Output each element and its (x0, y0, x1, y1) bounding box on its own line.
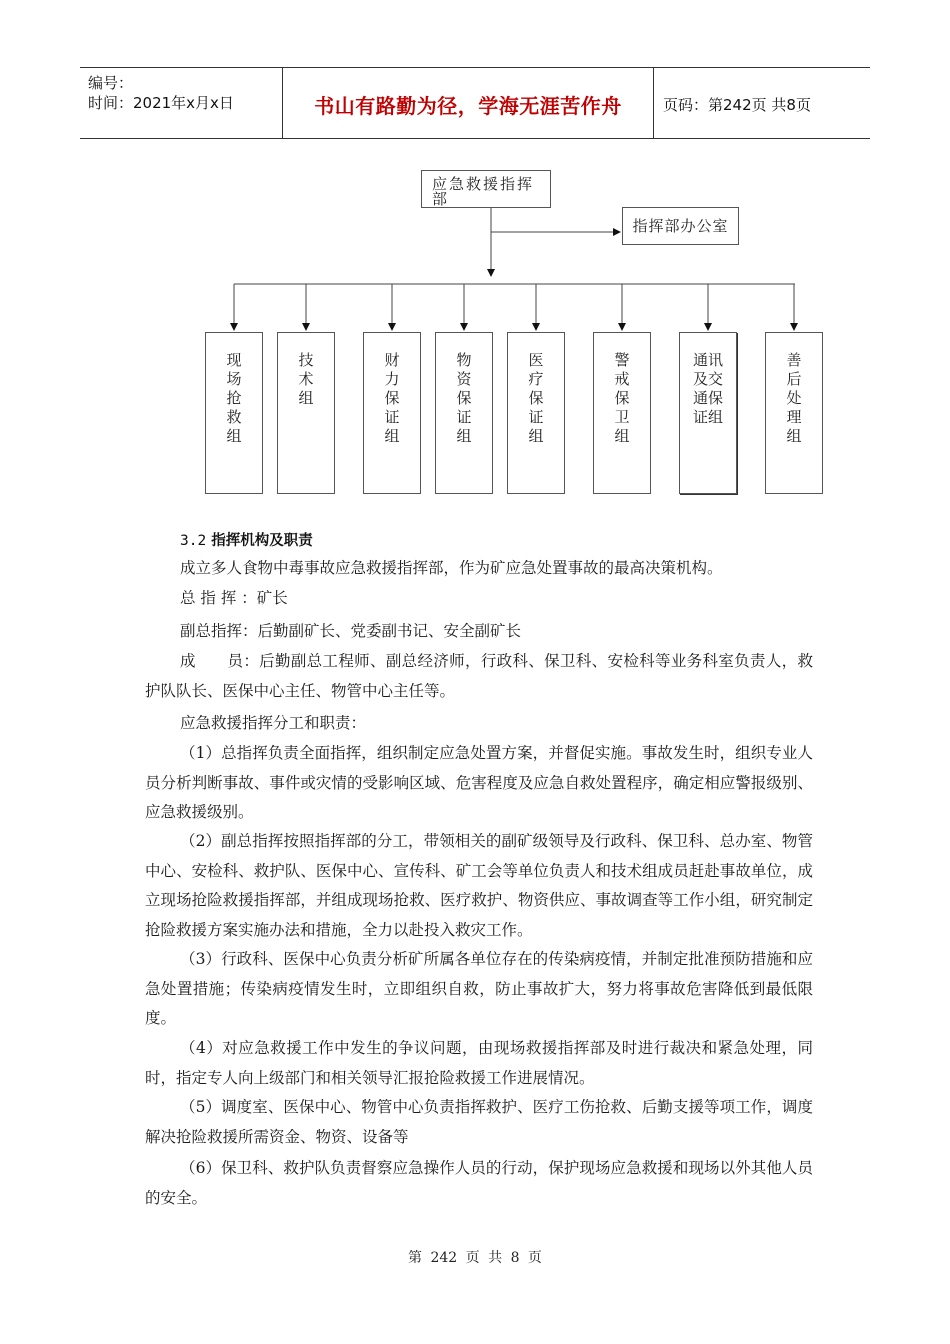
section-title-text: 指挥机构及职责 (211, 533, 313, 549)
duty-paragraph-3: （3）行政科、医保中心负责分析矿所属各单位存在的传染病疫情，并制定批准预防措施和应急处置措施；传染病疫情发生时，立即组织自救，防止事故扩大，努力将事故危害降低到最低限度。 (145, 950, 813, 1027)
intro-paragraph: 成立多人食物中毒事故应急救援指挥部，作为矿应急处置事故的最高决策机构。 (180, 559, 723, 577)
group-label: 财 力 保 证 组 (384, 351, 400, 445)
section-title (180, 529, 313, 550)
group-box-aftermath (765, 332, 823, 494)
number-label: 编号： (88, 74, 134, 92)
headquarters-office-box: 指挥部办公室 (622, 207, 739, 245)
command-headquarters-box: 应急救援指挥部 (421, 170, 551, 208)
group-label: 技 术 组 (298, 351, 314, 407)
group-box-medical (507, 332, 565, 494)
header-page-label: 页码：第242页 共8页 (663, 96, 811, 114)
group-drop-arrows (234, 284, 794, 330)
group-box-materials (435, 332, 493, 494)
group-label: 通讯及交通保证组 (692, 351, 723, 426)
org-chart (0, 0, 950, 520)
group-box-communication (679, 332, 737, 494)
group-label: 警 戒 保 卫 组 (614, 351, 630, 445)
duty-heading: 应急救援指挥分工和职责： (180, 714, 367, 732)
page-footer: 第 242 页 共 8 页 (408, 1250, 542, 1266)
group-label: 现 场 抢 救 组 (226, 351, 242, 445)
members-paragraph: 成 员：后勤副总工程师、副总经济师，行政科、保卫科、安检科等业务科室负责人，救护队队长、医保中心主任、物管中心主任等。 (145, 652, 813, 700)
group-label: 医 疗 保 证 组 (528, 351, 544, 445)
duty-paragraph-4: （4）对应急救援工作中发生的争议问题，由现场救援指挥部及时进行裁决和紧急处理，同时，指定专人向上级部门和相关领导汇报抢险救援工作进展情况。 (145, 1039, 813, 1087)
group-label: 物 资 保 证 组 (456, 351, 472, 445)
group-box-technical (277, 332, 335, 494)
duty-paragraph-6: （6）保卫科、救护队负责督察应急操作人员的行动，保护现场应急救援和现场以外其他人员的安全。 (145, 1159, 813, 1207)
group-box-rescue (205, 332, 263, 494)
deputy-commander-line: 副总指挥：后勤副矿长、党委副书记、安全副矿长 (180, 622, 522, 640)
duty-paragraph-1: （1）总指挥负责全面指挥，组织制定应急处置方案，并督促实施。事故发生时，组织专业人员分析判断事故、事件或灾情的受影响区域、危害程度及应急自救处置程序，确定相应警报级别、应急救援级别。 (145, 744, 813, 821)
chief-commander-line: 总 指 挥 ：矿长 (180, 589, 288, 607)
group-label: 善 后 处 理 组 (786, 351, 802, 445)
group-box-security (593, 332, 651, 494)
duty-paragraph-5: （5）调度室、医保中心、物管中心负责指挥救护、医疗工伤抢救、后勤支援等项工作，调度解决抢险救援所需资金、物资、设备等 (145, 1098, 813, 1146)
section-number: 3.2 (180, 533, 207, 549)
duty-paragraph-2: （2）副总指挥按照指挥部的分工，带领相关的副矿级领导及行政科、保卫科、总办室、物管中心、安检科、救护队、医保中心、宣传科、矿工会等单位负责人和技术组成员赶赴事故单位，成立现场抢险救援指挥部，并组成现场抢救、医疗救护、物资供应、事故调查等工作小组，研究制定抢险救援方案实施办法和措施，全力以赴投入救灾工作。 (145, 832, 813, 939)
group-box-finance (363, 332, 421, 494)
time-label: 时间：2021年x月x日 (88, 94, 234, 112)
motto-text: 书山有路勤为径，学海无涯苦作舟 (314, 94, 622, 118)
